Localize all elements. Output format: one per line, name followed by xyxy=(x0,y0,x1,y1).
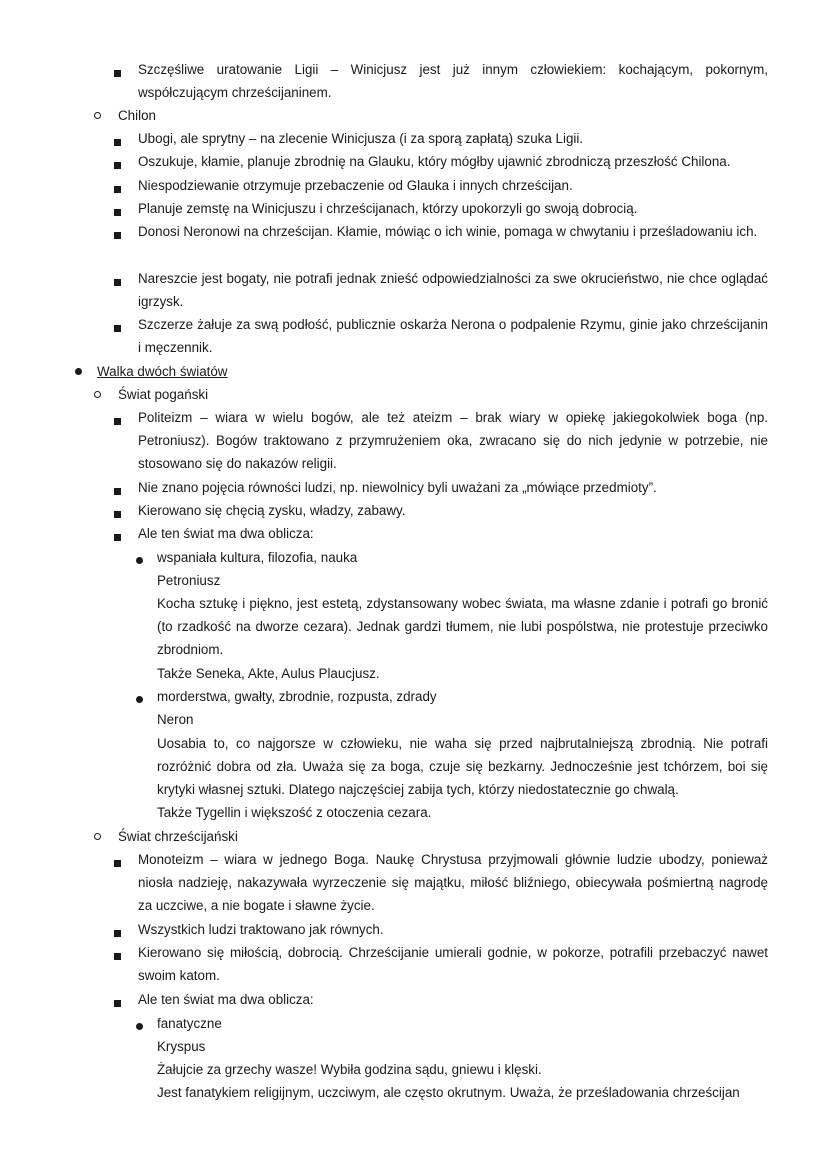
character-also: Także Tygellin i większość z otoczenia cezara. xyxy=(157,805,432,820)
circle-bullet-icon xyxy=(94,833,101,840)
list-item: Ale ten świat ma dwa oblicza: xyxy=(138,992,314,1007)
square-bullet-icon xyxy=(114,534,121,541)
list-item: Donosi Neronowi na chrześcijan. Kłamie, mówiąc o ich winie, pomaga w chwytaniu i prześladowaniu ich. xyxy=(138,224,758,239)
square-bullet-icon xyxy=(114,953,121,960)
disc-bullet-icon xyxy=(136,696,143,703)
square-bullet-icon xyxy=(114,860,121,867)
character-description: Kocha sztukę i piękno, jest estetą, zdystansowany wobec świata, ma własne zdanie i potrafi go bronić (to rzadkość na dworze cezara). Jednak gardzi tłumem, nie lubi pospólstwa, nie protestuje przeciwko zbrodniom. xyxy=(157,596,768,658)
square-bullet-icon xyxy=(114,186,121,193)
list-item: Planuje zemstę na Winicjuszu i chrześcijanach, którzy upokorzyli go swoją dobrocią. xyxy=(138,201,638,216)
face-label: morderstwa, gwałty, zbrodnie, rozpusta, zdrady xyxy=(157,689,437,704)
list-item: Wszystkich ludzi traktowano jak równych. xyxy=(138,922,384,937)
square-bullet-icon xyxy=(114,162,121,169)
circle-bullet-icon xyxy=(94,391,101,398)
circle-bullet-icon xyxy=(94,112,101,119)
square-bullet-icon xyxy=(114,209,121,216)
list-item: Niespodziewanie otrzymuje przebaczenie od Glauka i innych chrześcijan. xyxy=(138,178,573,193)
list-item: Ubogi, ale sprytny – na zlecenie Winicjusza (i za sporą zapłatą) szuka Ligii. xyxy=(138,131,584,146)
square-bullet-icon xyxy=(114,930,121,937)
list-item: Kierowano się chęcią zysku, władzy, zabawy. xyxy=(138,503,406,518)
disc-bullet-icon xyxy=(136,557,143,564)
list-item: Nareszcie jest bogaty, nie potrafi jednak znieść odpowiedzialności za swe okrucieństwo, nie chce oglądać igrzysk. xyxy=(138,271,768,310)
square-bullet-icon xyxy=(114,418,121,425)
face-label: wspaniała kultura, filozofia, nauka xyxy=(157,550,358,565)
character-description: Jest fanatykiem religijnym, uczciwym, ale często okrutnym. Uważa, że prześladowania chrześcijan xyxy=(157,1085,740,1100)
square-bullet-icon xyxy=(114,511,121,518)
square-bullet-icon xyxy=(114,139,121,146)
list-item: Kierowano się miłością, dobrocią. Chrześcijanie umierali godnie, w pokorze, potrafili przebaczyć nawet swoim katom. xyxy=(138,945,768,984)
list-item: Szczerze żałuje za swą podłość, publicznie oskarża Nerona o podpalenie Rzymu, ginie jako chrześcijanin i męczennik. xyxy=(138,317,768,356)
face-label: fanatyczne xyxy=(157,1016,222,1031)
list-item: Oszukuje, kłamie, planuje zbrodnię na Glauku, który mógłby ujawnić zbrodniczą przeszłość Chilona. xyxy=(138,154,731,169)
character-name: Kryspus xyxy=(157,1039,206,1054)
character-quote: Żałujcie za grzechy wasze! Wybiła godzina sądu, gniewu i klęski. xyxy=(157,1062,542,1077)
square-bullet-icon xyxy=(114,1000,121,1007)
character-also: Także Seneka, Akte, Aulus Plaucjusz. xyxy=(157,666,380,681)
square-bullet-icon xyxy=(114,279,121,286)
list-item-winicjusz-ending: Szczęśliwe uratowanie Ligii – Winicjusz jest już innym człowiekiem: kochającym, pokornym, współczującym chrześcijaninem. xyxy=(138,62,768,101)
heading-walka-dwoch-swiatow: Walka dwóch światów xyxy=(97,364,228,379)
disc-bullet-icon xyxy=(136,1023,143,1030)
square-bullet-icon xyxy=(114,488,121,495)
subheading-swiat-chrzescijanski: Świat chrześcijański xyxy=(118,829,238,844)
list-item: Ale ten świat ma dwa oblicza: xyxy=(138,526,314,541)
disc-bullet-icon xyxy=(75,368,82,375)
list-item: Monoteizm – wiara w jednego Boga. Naukę Chrystusa przyjmowali głównie ludzie ubodzy, ponieważ niosła nadzieję, nakazywała wyrzeczenie się majątku, miłość bliźniego, obiecywała pośmiertną nagrodę za uczciwe, a nie bogate i sławne życie. xyxy=(138,852,768,914)
character-name: Neron xyxy=(157,712,194,727)
list-item: Nie znano pojęcia równości ludzi, np. niewolnicy byli uważani za „mówiące przedmioty”. xyxy=(138,480,657,495)
list-item: Politeizm – wiara w wielu bogów, ale też ateizm – brak wiary w opiekę jakiegokolwiek boga (np. Petroniusz). Bogów traktowano z przymrużeniem oka, zwracano się do nich jedynie w potrzebie, nie stosowano się do nakazów religii. xyxy=(138,410,768,472)
square-bullet-icon xyxy=(114,70,121,77)
square-bullet-icon xyxy=(114,232,121,239)
square-bullet-icon xyxy=(114,325,121,332)
character-name: Petroniusz xyxy=(157,573,221,588)
subheading-chilon: Chilon xyxy=(118,108,156,123)
character-description: Uosabia to, co najgorsze w człowieku, nie waha się przed najbrutalniejszą zbrodnią. Nie potrafi rozróżnić dobra od zła. Uważa się za boga, czuje się bezkarny. Jednocześnie jest tchórzem, boi się krytyki własnej sztuki. Dlatego najczęściej zabija tych, którzy niedostatecznie go chwalą. xyxy=(157,736,768,798)
subheading-swiat-poganski: Świat pogański xyxy=(118,387,209,402)
